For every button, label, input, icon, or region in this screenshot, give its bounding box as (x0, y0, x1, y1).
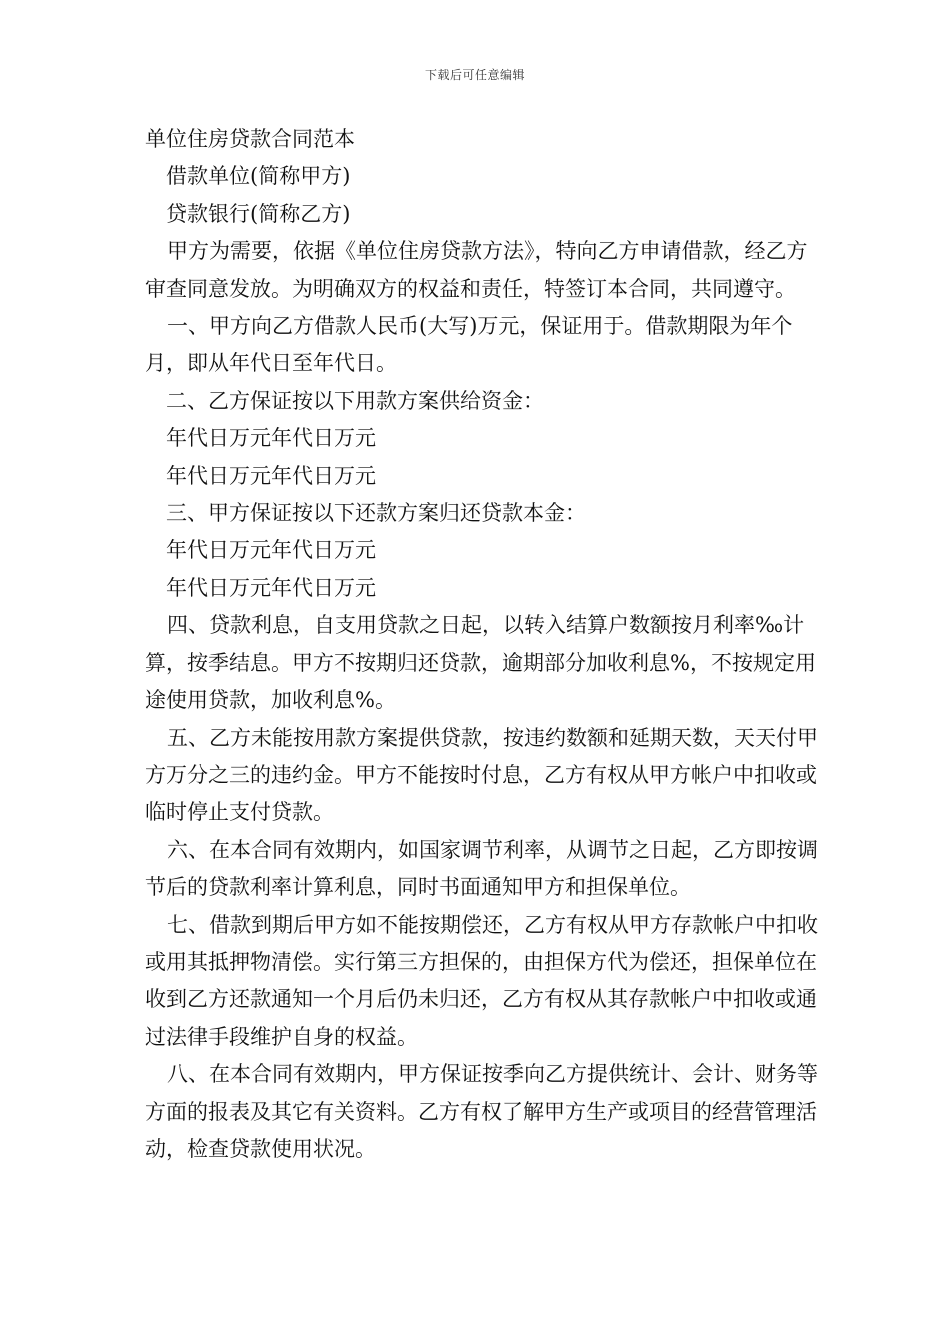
paragraph-clause-6: 六、在本合同有效期内，如国家调节利率，从调节之日起，乙方即按调节后的贷款利率计算利息，同时书面通知甲方和担保单位。 (145, 837, 818, 900)
paragraph-clause-5: 五、乙方未能按用款方案提供贷款，按违约数额和延期天数，天天付甲方万分之三的违约金。甲方不能按时付息，乙方有权从甲方帐户中扣收或临时停止支付贷款。 (145, 725, 818, 825)
paragraph-clause-7: 七、借款到期后甲方如不能按期偿还，乙方有权从甲方存款帐户中扣收或用其抵押物清偿。实行第三方担保的，由担保方代为偿还，担保单位在收到乙方还款通知一个月后仍未归还，乙方有权从其存款帐户中扣收或通过法律手段维护自身的权益。 (145, 912, 818, 1049)
disbursement-line-1: 年代日万元年代日万元 (166, 426, 376, 451)
page-header-note: 下载后可任意编辑 (424, 68, 525, 82)
document-title: 单位住房贷款合同范本 (145, 127, 355, 151)
lender-line: 贷款银行(简称乙方) (166, 201, 351, 226)
paragraph-clause-1: 一、甲方向乙方借款人民币(大写)万元，保证用于。借款期限为年个月，即从年代日至年代日。 (145, 314, 793, 376)
contract-body (145, 121, 825, 1168)
paragraph-clause-2: 二、乙方保证按以下用款方案供给资金： (166, 388, 544, 413)
disbursement-line-2: 年代日万元年代日万元 (166, 463, 376, 488)
paragraph-clause-8: 八、在本合同有效期内，甲方保证按季向乙方提供统计、会计、财务等方面的报表及其它有关资料。乙方有权了解甲方生产或项目的经营管理活动，检查贷款使用状况。 (145, 1062, 818, 1161)
repayment-line-2: 年代日万元年代日万元 (166, 575, 376, 600)
paragraph-clause-3: 三、甲方保证按以下还款方案归还贷款本金： (166, 501, 586, 526)
repayment-line-1: 年代日万元年代日万元 (166, 538, 376, 563)
paragraph-clause-4: 四、贷款利息，自支用贷款之日起，以转入结算户数额按月利率‰计算，按季结息。甲方不按期归还贷款，逾期部分加收利息%，不按规定用途使用贷款，加收利息%。 (145, 613, 816, 713)
borrower-line: 借款单位(简称甲方) (166, 164, 351, 189)
paragraph-intro: 甲方为需要，依据《单位住房贷款方法》，特向乙方申请借款，经乙方审查同意发放。为明确双方的权益和责任，特签订本合同，共同遵守。 (145, 239, 808, 301)
